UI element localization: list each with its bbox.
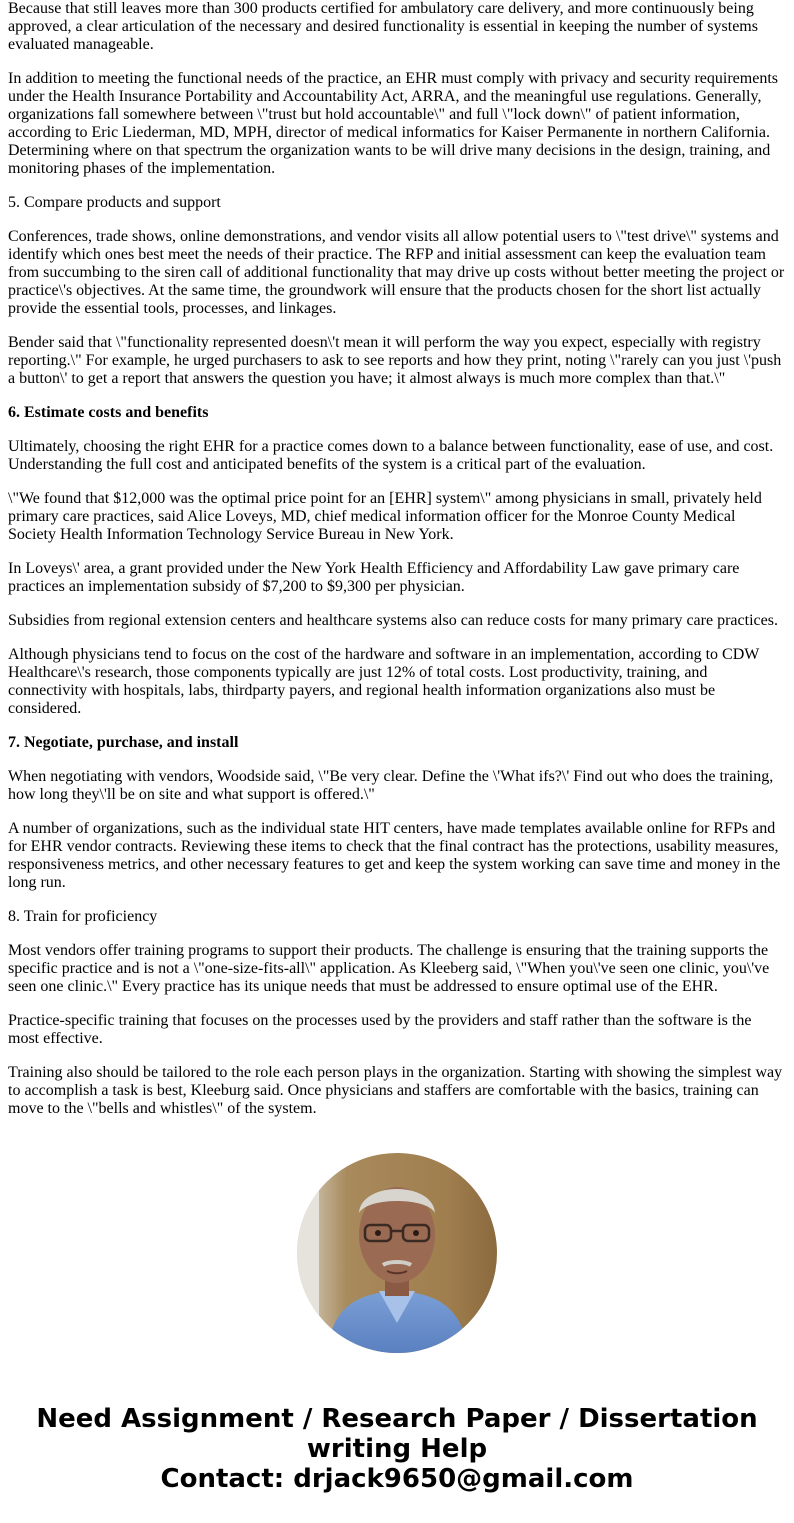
author-avatar — [297, 1153, 497, 1353]
cta-line: writing Help — [306, 1434, 488, 1464]
author-portrait — [297, 1153, 497, 1353]
article-paragraph: Most vendors offer training programs to support their products. The challenge is ensuring that the training supports the specific practice and is not a \"one-size-fits-all\" application. As Kleeberg said, \"When you\'ve seen one clinic, you\'ve seen one clinic.\" Every practice has its unique needs that must be addressed to ensure optimal use of the EHR. — [8, 942, 770, 995]
contact-email: Contact: drjack9650@gmail.com — [160, 1464, 634, 1494]
article-paragraph: Although physicians tend to focus on the cost of the hardware and software in an implementation, according to CDW Healthcare\'s research, those components typically are just 12% of total costs. Lost productivity, training, and connectivity with hospitals, labs, thirdparty payers, and regional health information organizations also must be considered. — [8, 646, 760, 717]
article-paragraph: A number of organizations, such as the individual state HIT centers, have made templates available online for RFPs and for EHR vendor contracts. Reviewing these items to check that the final contract has the protections, usability measures, responsiveness metrics, and other necessary features to get and keep the system working can save time and money in the long run. — [8, 820, 781, 891]
section-heading: 5. Compare products and support — [8, 194, 221, 211]
article-paragraph: \"We found that $12,000 was the optimal price point for an [EHR] system\" among physicians in small, privately held primary care practices, said Alice Loveys, MD, chief medical information officer for the Monroe County Medical Society Health Information Technology Service Bureau in New York. — [8, 490, 762, 543]
contact-banner — [0, 1404, 794, 1494]
article-body — [8, 0, 786, 1134]
article-paragraph: Bender said that \"functionality represented doesn\'t mean it will perform the way you expect, especially with registry reporting.\" For example, he urged purchasers to ask to see reports and how they print, noting \"rarely can you just \'push a button\' to get a report that answers the question you have; it almost always is much more complex than that.\" — [8, 334, 782, 387]
article-paragraph: Subsidies from regional extension centers and healthcare systems also can reduce costs for many primary care practices. — [8, 612, 778, 629]
cta-line: Need Assignment / Research Paper / Dissertation — [36, 1404, 758, 1434]
section-heading: 8. Train for proficiency — [8, 908, 158, 925]
article-paragraph: Practice-specific training that focuses on the processes used by the providers and staff rather than the software is the most effective. — [8, 1012, 752, 1047]
article-paragraph: In addition to meeting the functional needs of the practice, an EHR must comply with privacy and security requirements under the Health Insurance Portability and Accountability Act, ARRA, and the meaningful use regulations. Generally, organizations fall somewhere between \"trust but hold accountable\" and full \"lock down\" of patient information, according to Eric Liederman, MD, MPH, director of medical informatics for Kaiser Permanente in northern California. Determining where on that spectrum the organization wants to be will drive many decisions in the design, training, and monitoring phases of the implementation. — [8, 70, 778, 177]
section-heading: 6. Estimate costs and benefits — [8, 404, 209, 421]
article-paragraph: Training also should be tailored to the role each person plays in the organization. Starting with showing the simplest way to accomplish a task is best, Kleeburg said. Once physicians and staffers are comfortable with the basics, training can move to the \"bells and whistles\" of the system. — [8, 1064, 783, 1117]
section-heading: 7. Negotiate, purchase, and install — [8, 734, 239, 751]
article-paragraph: When negotiating with vendors, Woodside said, \"Be very clear. Define the \'What ifs?\' Find out who does the training, how long they\'ll be on site and what support is offered.\" — [8, 768, 774, 803]
article-paragraph: Ultimately, choosing the right EHR for a practice comes down to a balance between functionality, ease of use, and cost. Understanding the full cost and anticipated benefits of the system is a critical part of the evaluation. — [8, 438, 774, 473]
article-paragraph: Conferences, trade shows, online demonstrations, and vendor visits all allow potential users to \"test drive\" systems and identify which ones best meet the needs of their practice. The RFP and initial assessment can keep the evaluation team from succumbing to the siren call of additional functionality that may drive up costs without better meeting the project or practice\'s objectives. At the same time, the groundwork will ensure that the products chosen for the short list actually provide the essential tools, processes, and linkages. — [8, 228, 785, 317]
article-paragraph: Because that still leaves more than 300 products certified for ambulatory care delivery, and more continuously being approved, a clear articulation of the necessary and desired functionality is essential in keeping the number of systems evaluated manageable. — [8, 0, 758, 53]
article-paragraph: In Loveys\' area, a grant provided under the New York Health Efficiency and Affordability Law gave primary care practices an implementation subsidy of $7,200 to $9,300 per physician. — [8, 560, 740, 595]
